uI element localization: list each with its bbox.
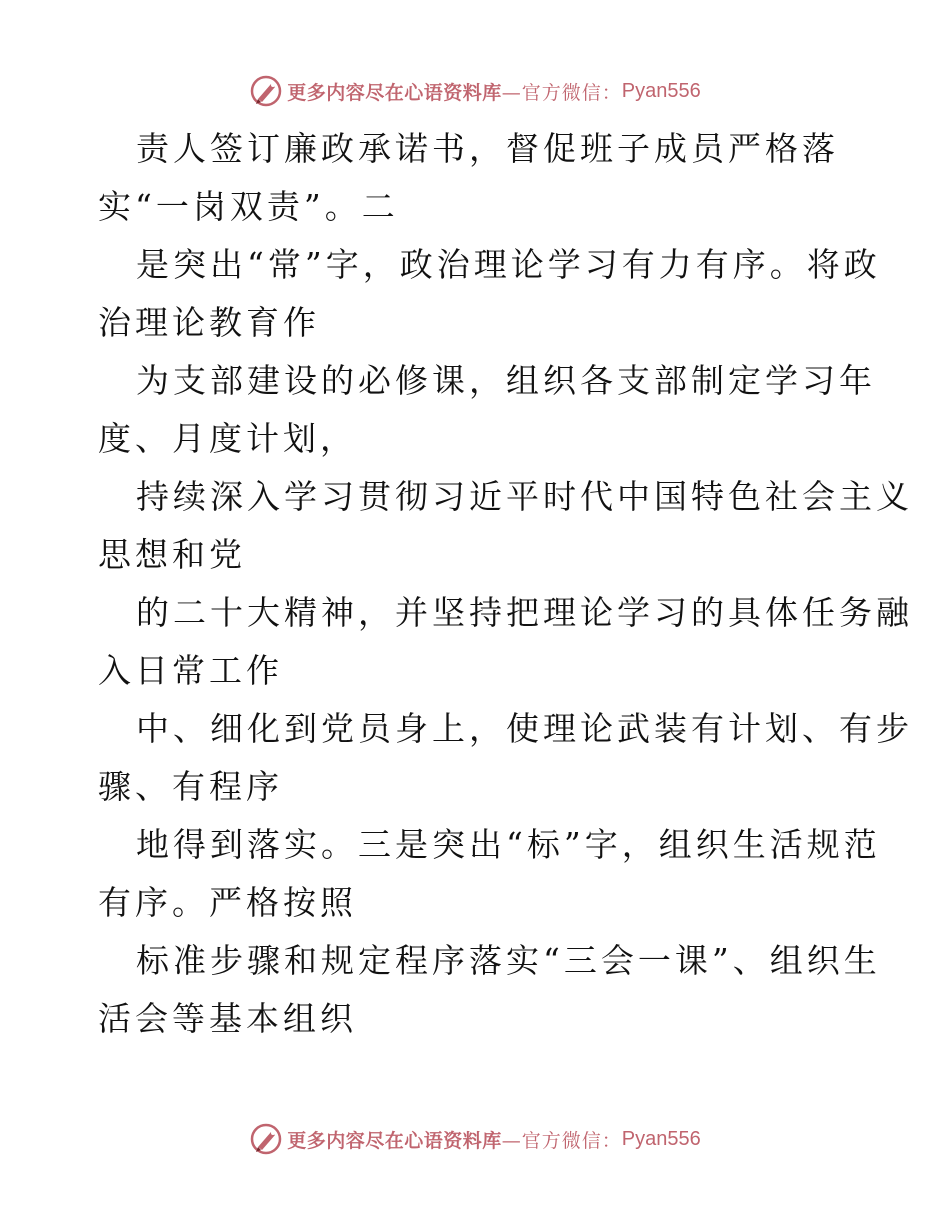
text-line: 持续深入学习贯彻习近平时代中国特色社会主义 xyxy=(136,477,913,516)
watermark-id: Pyan556 xyxy=(621,1127,701,1150)
text-line: 治理论教育作 xyxy=(98,303,320,342)
text-line: 活会等基本组织 xyxy=(98,999,357,1038)
text-line: 骤、有程序 xyxy=(98,767,283,806)
pen-logo-icon xyxy=(249,1122,283,1156)
text-line: 标准步骤和规定程序落实“三会一课”、组织生 xyxy=(136,941,881,980)
header-watermark xyxy=(0,71,950,111)
text-line: 入日常工作 xyxy=(98,651,283,690)
text-line: 为支部建设的必修课，组织各支部制定学习年 xyxy=(136,361,876,400)
text-line: 度、月度计划， xyxy=(98,419,357,458)
text-line: 实“一岗双责”。二 xyxy=(98,187,399,226)
watermark-sub: —官方微信： xyxy=(501,1129,622,1152)
footer-watermark xyxy=(0,1119,950,1159)
watermark-text: 更多内容尽在心语资料库 xyxy=(287,81,502,104)
text-line: 是突出“常”字，政治理论学习有力有序。将政 xyxy=(136,245,881,284)
watermark-text: 更多内容尽在心语资料库 xyxy=(287,1129,502,1152)
pen-logo-icon xyxy=(249,74,283,108)
text-line: 的二十大精神，并坚持把理论学习的具体任务融 xyxy=(136,593,913,632)
text-line: 中、细化到党员身上，使理论武装有计划、有步 xyxy=(136,709,913,748)
text-line: 思想和党 xyxy=(98,535,246,574)
document-body xyxy=(98,120,913,1048)
text-line: 地得到落实。三是突出“标”字，组织生活规范 xyxy=(136,825,881,864)
watermark-sub: —官方微信： xyxy=(501,81,622,104)
text-line: 责人签订廉政承诺书，督促班子成员严格落 xyxy=(136,129,839,168)
text-line: 有序。严格按照 xyxy=(98,883,357,922)
watermark-id: Pyan556 xyxy=(621,79,701,102)
